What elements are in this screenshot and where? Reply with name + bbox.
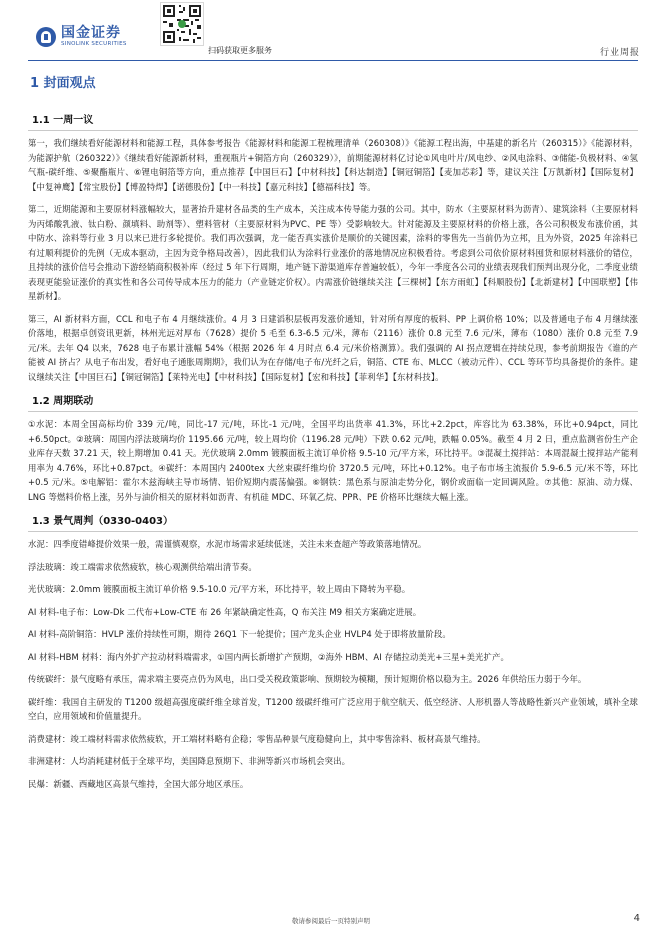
logo-name-en: SINOLINK SECURITIES xyxy=(61,41,127,47)
subsection-divider xyxy=(28,130,638,131)
sentiment-item-consumer-building-materials: 消费建材：竣工端材料需求依然疲软，开工端材料略有企稳；零售品种景气度稳健向上，其中零售涂料、板材高景气维持。 xyxy=(28,733,486,744)
sentiment-item-traditional-fiber: 传统碳纤：景气度略有承压，需求端主要亮点仍为风电，出口受关税政策影响、预期较为模糊，预计短期价格以稳为主。2026 年供给压力弱于今年。 xyxy=(28,674,587,684)
paragraph-energy-materials: 第一，我们继续看好能源材料和能源工程，具体参考报告《能源材料和能源工程梳理清单（260308）》《能源工程出海，中基建的新名片（260315）》《能源材料，为能源护航（260322）》《继续看好能源新材料，重视瓶片+铜箔方向（260329）》，前期能源材料亿讨论①风电叶片/风电纱、②风电涂料、③储能-负极材料、④氢气瓶-碳纤维、⑤聚酯瓶片、⑥锂电铜箔等方向，重点推荐【中国巨石】【中材科技】【科达制造】【铜冠铜箔】【麦加芯彩】等，建议关注【万凯新材】【国际复材】【中复神鹰】【常宝股份】【博盈特焊】【诺德股份】【中一科技】【嘉元科技】【德福科技】等。 xyxy=(28,138,638,192)
sentiment-item-float-glass: 浮法玻璃：竣工端需求依然疲软，核心观测供给端出清节奏。 xyxy=(28,561,257,572)
company-logo xyxy=(36,26,127,48)
sentiment-item-ai-electronic-cloth: AI 材料-电子布：Low-Dk 二代布+Low-CTE 布 26 年紧缺确定性高，Q 布关注 M9 相关方案确定进展。 xyxy=(28,606,422,617)
header-divider xyxy=(28,60,638,61)
logo-name-cn: 国金证券 xyxy=(61,25,121,41)
page-number: 4 xyxy=(633,913,640,924)
paragraph-raw-material-costs: 第二，近期能源和主要原材料涨幅较大，显著抬升建材各品类的生产成本，关注成本传导能力强的公司。其中，防水（主要原材料为沥青）、建筑涂料（主要原材料为丙烯酸乳液、钛白粉、颜填料、助剂等）、塑料管材（主要原材料为PVC、PE 等）受影响较大。针对能源及主要原材料的价格上涨，各公司积极发布涨价函，其中防水、涂料等行业 3 月以来已进行多轮提价。我们再次强调，龙一能否真实涨价是顺价的关键因素，涂料的零售先一当前仍为立邦，且为外资，2025 年涂料已有过顺利提价的先例（无成本驱动，主因为竞争格局改善），因此我们认为涂料行业涨价的落地情况应积极看待。考虑到公司依价原材料囤货和原材料涨价的错位，且持续的涨价信号会推动下游经销商积极补库（经过 5 年下行周期，地产链下游渠道库存普遍较低），今年一季度各公司的业绩表现我们预判出现分化，二季度业绩表现更能验证涨价的真实性和各公司传导成本压力的能力（产业链定价权）。内需涨价链继续关注【三棵树】【东方雨虹】【科顺股份】【北新建材】【中国联塑】【伟星新材】。 xyxy=(28,204,638,301)
sentiment-item-carbon-fiber: 碳纤维：我国自主研发的 T1200 级超高强度碳纤维全球首发，T1200 级碳纤维可广泛应用于航空航天、低空经济、人形机器人等战略性新兴产业领域，填补全球空白，应用领域和价值量提升。 xyxy=(28,696,638,721)
scan-more-services-text: 扫码获取更多服务 xyxy=(208,46,272,55)
sentiment-item-ai-hbm: AI 材料-HBM 材料：海内外扩产拉动材料端需求，①国内两长新增扩产预期，②海外 HBM、AI 存储拉动美光+三星+美光扩产。 xyxy=(28,651,509,662)
paragraph-cycle-data: ①水泥：本周全国高标均价 339 元/吨，同比-17 元/吨，环比-1 元/吨，全国平均出货率 41.3%，环比+2.2pct，库容比为 63.38%，环比+0.94pct，同比+6.50pct。②玻璃：周国内浮法玻璃均价 1195.66 元/吨，较上周均价（1196.28 元/吨）下跌 0.62 元/吨，跌幅 0.05%。截至 4 月 2 日，重点监测省份生产企业库存天数 37.21 天，较上期增加 0.41 天。光伏玻璃 2.0mm 镀膜面板主流订单价格 9.5-10 元/平方米，环比持平。③混凝土搅拌站：本周混凝土搅拌站产能利用率为 4.76%，环比+0.87pct。④碳纤：本周国内 2400tex 大丝束碳纤维均价 3720.5 元/吨，环比+0.12%。电子布市场主流报价 5.9-6.5 元/米不等，环比+0.5 元/米。⑤电解铝：霍尔木兹海峡主导市场情、铝价短期内震荡偏强。⑥钢铁：黑色系与原油走势分化，钢价或面临一定回调风险。⑦其他：原油、动力煤、LNG 等燃料价格上涨，另外与油价相关的原材料如沥青、有机硅 MDC、环氧乙烷、PPR、PE 价格环比继续大幅上涨。 xyxy=(28,419,638,502)
subsection-title-sentiment-weekly: 1.3 景气周判（0330-0403） xyxy=(32,516,174,527)
logo-emblem-icon xyxy=(36,27,56,47)
sentiment-item-africa-building-materials: 非洲建材：人均消耗建材低于全球平均，美国降息预期下、非洲等新兴市场机会突出。 xyxy=(28,756,351,766)
main-content xyxy=(28,72,638,799)
subsection-title-cycle-linkage: 1.2 周期联动 xyxy=(32,396,94,407)
sentiment-item-ai-copper-foil: AI 材料-高阶铜箔：HVLP 涨价持续性可期，期待 26Q1 下一轮提价；国产龙头企业 HVLP4 处于即将放量阶段。 xyxy=(28,629,451,639)
subsection-divider xyxy=(28,531,638,532)
sentiment-item-civil-explosives: 民爆：新疆、西藏地区高景气维持，全国大部分地区承压。 xyxy=(28,778,249,789)
subsection-title-weekly-topic: 1.1 一周一议 xyxy=(32,115,94,126)
document-type-label: 行业周报 xyxy=(599,48,640,58)
sentiment-item-pv-glass: 光伏玻璃：2.0mm 镀膜面板主流订单价格 9.5-10.0 元/平方米，环比持平，较上周由下降转为平稳。 xyxy=(28,584,411,594)
qr-code-icon[interactable] xyxy=(160,2,204,46)
page-header xyxy=(0,0,662,64)
subsection-divider xyxy=(28,411,638,412)
disclaimer-note: 敬请参阅最后一页特别声明 xyxy=(292,917,370,925)
paragraph-ai-materials: 第三，AI 新材料方面，CCL 和电子布 4 月继续涨价。4 月 3 日建滔积层板再发涨价通知，针对所有厚度的板料、PP 上调价格 10%；以及普通电子布 4 月继续涨价落地，根据卓创资讯更新，林州光远对厚布（7628）提价 5 毛至 6.3-6.5 元/米，薄布（2116）涨价 0.8 元至 7.6 元/米，薄布（1080）涨价 0.8 元至 7.9 元/米。去年 Q4 以来，7628 电子布累计涨幅 54%（根据 2026 年 4 月时点 6.4 元/米价格测算）。我们强调的 AI 拐点逻辑在持续兑现，参考前期报告《谁的产能被 AI 挤占？从电子布出发，看好电子通胀周期期》，我们认为在存储/电子布/光纤之后，铜箔、CTE 布、MLCC（被动元件）、CCL 等环节均具备提价的条件。建议继续关注【中国巨石】【铜冠铜箔】【莱特光电】【中材科技】【国际复材】【宏和科技】【菲利华】【东材科技】。 xyxy=(28,313,638,382)
section-title-cover-view: 1 封面观点 xyxy=(30,76,96,91)
sentiment-item-cement: 水泥：四季度错峰提价效果一般，需谨慎观察，水泥市场需求延续低迷，关注未来查超产等政策落地情况。 xyxy=(28,539,427,549)
